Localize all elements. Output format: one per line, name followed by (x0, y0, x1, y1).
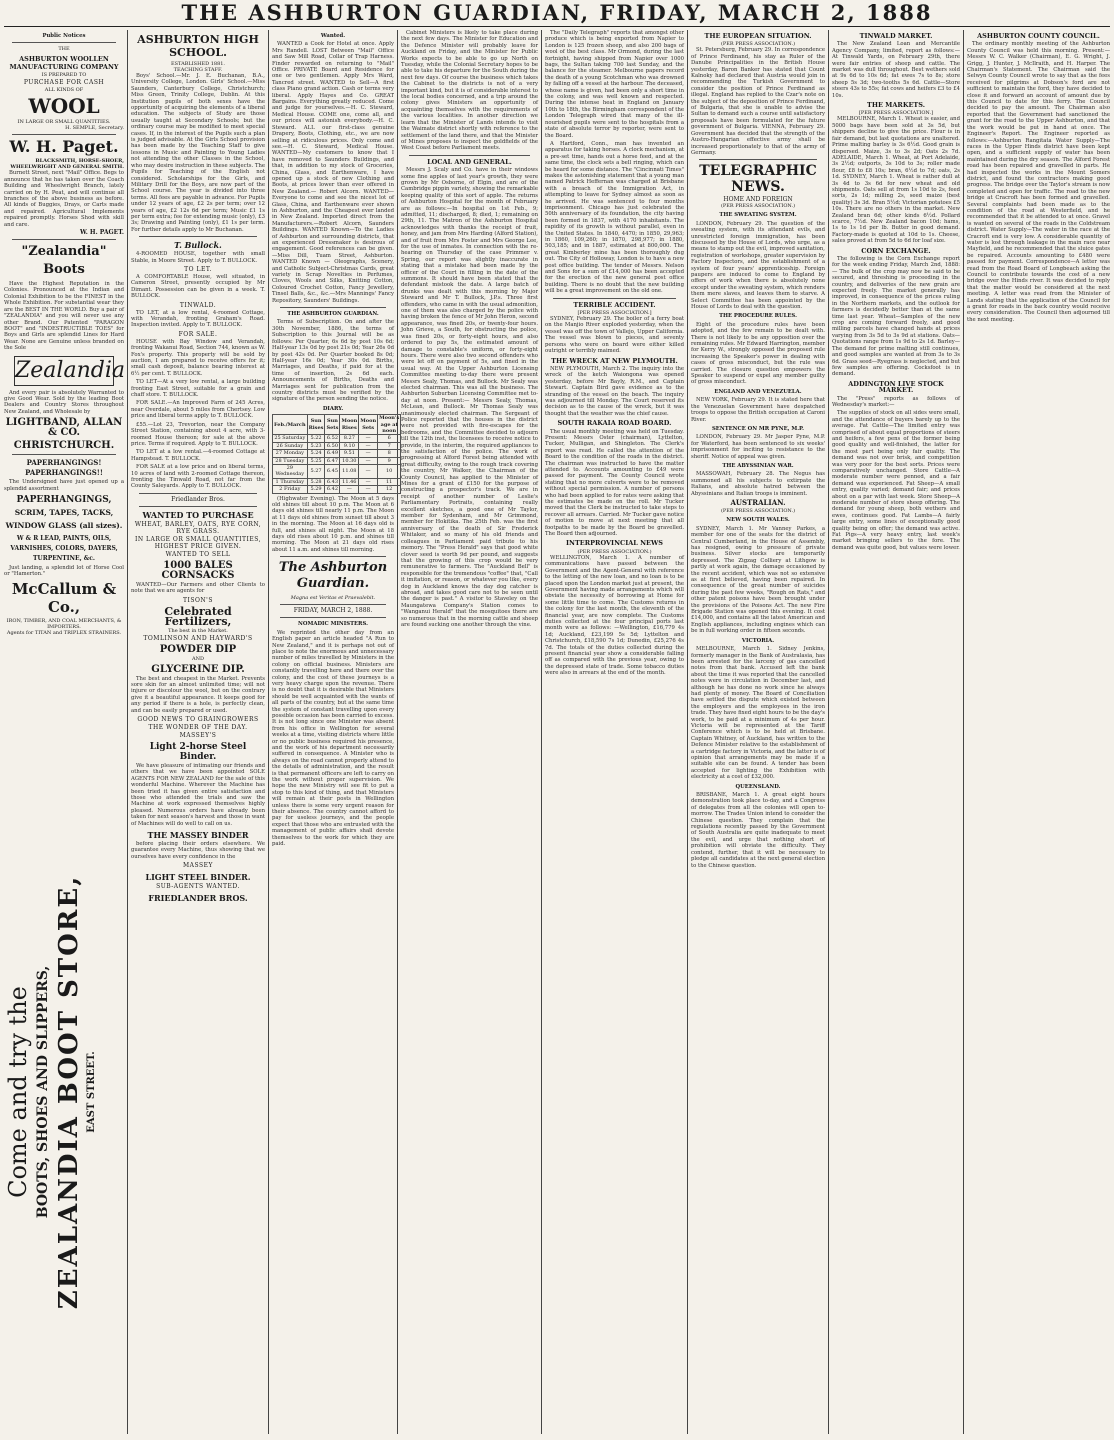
column-local-general (401, 30, 538, 1434)
ad-body: And every pair is absolutely Warranted to give Good Wear. Sold by the leading Boot Dealers and Country Stores throughout New Zealand, and Wholesale by (4, 389, 124, 415)
article-heading: QUEENSLAND. (735, 783, 781, 790)
article-body: A Hartford, Conn., man has invented an apparatus for taking horses. A clock mechanism, at a pre-set time, hands out a horse feed, and at the same time, the clock sets a bell ringing, which can be heard for some distance. The "Cincinnati Times" makes the astonishing statement that a young man named Patrick Heffernan was charged at Brisbane with a breach of the Immigration Act, in attempting to leave for Sydney almost as soon as he arrived. He was sentenced to four months imprisonment. Chicago has just celebrated the 50th anniversary of its foundation, the city having been formed in 1837, with 4170 inhabitants. The rapidity of its growth is without parallel, even in the United States. In 1840, 4470; in 1850, 29,963; in 1860, 109,260; in 1870, 298,977; in 1880, 503,185; and in 1887, estimated at 800,000. The great Kimberley mine has been thoroughly dug out. The City of Holloway, London is to have a new post office building. The tender of Messrs. Nelson and Sons for a sum of £14,000 has been accepted for the erection of the new general post office building. There is no doubt that the new building will be a great improvement on the old one. (545, 140, 684, 295)
divider (139, 493, 257, 494)
article-body: NEW PLYMOUTH, March 2. The inquiry into the wreck of the ketch Waiongona was opened yesterday, before Mr Bayly, R.M., and Captain Stewart. Captain Bird gave evidence as to the stranding of the vessel on the beach. The inquiry was adjourned till Monday. The Court reserved its decision as to the cause of the wreck, but it was thought that the weather was the chief cause. (545, 365, 684, 417)
ad-body: Terms of Subscription. On and after the 30th November, 1886, the terms of Subscription to this Journal will be as follows: Per Quarter, 6s 6d by post 10s 6d; Half-year 13s 0d by post 21s 0d; Year 26s 0d by post 42s 0d. Per Quarter booked 8s 0d; Half-year 16s 0d; Year 30s 0d. Births, Marriages, and Deaths, if paid for at the time of insertion, 2s 6d each. Announcements of Births, Deaths and Marriages sent for publication from the country districts must be verified by the signature of the person sending the notice. (272, 319, 394, 403)
divider (280, 307, 386, 308)
ad-text: TEACHING STAFF. (173, 67, 223, 73)
diary-body (273, 435, 401, 493)
ad-text: PURCHASE FOR CASH (23, 79, 105, 87)
ad-heading: POWDER DIP (159, 643, 237, 655)
divider (12, 239, 116, 240)
ad-heading: FRIEDLANDER BROS. (148, 893, 248, 904)
telegraphic-heading: TELEGRAPHIC NEWS. (699, 163, 817, 196)
diary-cell: 9.51 (340, 450, 359, 457)
diary-row (273, 465, 401, 479)
article-heading: AUSTRALIAN. (730, 497, 786, 507)
article-subheading: [PER PRESS ASSOCIATION.] (577, 310, 652, 317)
article-subheading: (PER PRESS ASSOCIATION.) (720, 41, 796, 48)
ad-text: Agents for TITAN and TRIPLEX STRAINERS. (6, 629, 122, 636)
article-body: BRISBANE, March 1. A great eight hours demonstration took place to-day, and a Congress of delegates from all the colonies will open to-morrow. The Trades Union intend to consider the Chinese question. They complain that the regulations recently passed by the Government of South Australia are quite inadequate to meet the evil, and urge that nothing short of prohibition will obviate the difficulty. They contend, further, that it will be necessary to pledge all candidates at the next general election to the Chinese question. (691, 792, 825, 869)
diary-cell: 5.27 (307, 465, 325, 479)
article-body: SYDNEY, February 29. The boiler of a ferry boat on the Manjio River exploded yesterday, when the vessel was off the town of Vallejo, Upper California. The vessel was blown to pieces, and seventy persons who were on board were either killed outright or terribly maimed. (545, 316, 684, 355)
article-heading: THE SWEATING SYSTEM. (719, 212, 797, 219)
diary-cell: 11 (378, 478, 401, 485)
ad-body: Boys' School.—Mr. J. E. Buchanan, B.A., University College, London. Girls' School.—Miss Saunders, Canterbury College, Christchurch; Miss Green, Trinity College, Dublin. At this Institution pupils of both sexes have the opportunity of acquiring the elements of a liberal education. The subjects of Study are those usually taught at Secondary Schools; but the ordinary course may be modified to meet special cases. If, in the interest of the Pupils such a plan is judged advisable. At the Girls School provision has been made by the Teaching Staff to give lessons in Music and Painting to Young Ladies not attending the other Classes in the School, who may desire instruction in these subjects. The Pupils for Teaching of the English not considered. Scholarships for the Girls, and Military Drill for the Boys, are now part of the School course. The year is divided into three terms. All fees are payable in advance. For Pupils under 12 years of age, £2 2s per term; over 12 years of age, £2 12s 6d per term; Music £1 1s per term extra; fee for extending music (only), £3 3s; Drawing and Painting (only), £1 1s per term. For further details apply to Mr Buchanan. (131, 73, 265, 233)
diary-cell: — (359, 442, 378, 449)
section-heading: Wanted. (320, 33, 346, 39)
diary-cell: — (340, 486, 359, 493)
diary-cell: 6.52 (326, 435, 339, 442)
column-rule (828, 30, 829, 1434)
article-subheading: [PER PRESS ASSOCIATION.] (858, 110, 934, 117)
diary-cell: 6.47 (326, 457, 339, 464)
mccallum-heading: McCallum & Co., (11, 579, 117, 616)
diary-cell: 10 (378, 465, 401, 479)
ad-text: WHEAT, BARLEY, OATS, RYE CORN, RYE GRASS. (134, 520, 262, 535)
ad-body: £55.—Lot 23, Trevorton, near the Company Street Station, containing about 4 acre, with 3-roomed House thereon; for sale at the above price. Terms if required. Apply to T. BULLOCK. (131, 421, 265, 447)
article-heading: TERRIBLE ACCIDENT. (573, 300, 656, 309)
article-heading: ASHBURTON COUNTY COUNCIL. (977, 32, 1100, 40)
divider (280, 556, 386, 557)
article-heading: THE EUROPEAN SITUATION. (704, 32, 812, 40)
article-body: The "Daily Telegraph" reports that amongst other produce which is being exported from Napier to London is 125 frozen sheep, and also 200 bags of wool of the best class. Mr Ormond, during the last fortnight, having shipped from Napier over 1000 bags, the Sultan taking 700 last Sunday, and the balance for the steamer. Melbourne papers record the death of a young Scotchman who was drowned by falling off a vessel at the harbour. The deceased, whose name is given, had been only a short time in the colony, and was well known and respected. During the intense heat in England on January 10th to 18th, the Birmingham correspondent of the London Telegraph wired that many of the ill-nourished pupils were sent to the hospitals from a state of absolute terror by reporter, were sent to the Board. (545, 30, 684, 139)
article-body: We reprinted the other day from an English paper an article headed "A Run to New Zealand," and it is perhaps not out of place to note the enormous and unnecessary number of miles travelled by Ministers in the colony on official business. Ministers are constantly travelling here and there over the colony, and the cost of these journeys is a very heavy charge upon the revenue. There is no doubt that it is desirable that Ministers should be well acquainted with the wants of all parts of the country, but at the same time the system of constant travelling upon every possible occasion has been carried to excess. It is not long since one Minister was absent from his office in Wellington for several weeks at a time, visiting districts where little or no public business required his presence, and the work of his department necessarily suffered in consequence. A Minister who is always on the road cannot properly attend to the details of administration, and the result is that permanent officers are left to carry on the work without proper supervision. We hope the new Ministry will see fit to put a stop to this kind of thing, and that Ministers will remain at their posts in Wellington unless there is some very urgent reason for their absence. The country cannot afford to pay for useless journeys, and the people expect that those who are entrusted with the management of public affairs shall devote themselves to the work for which they are paid. (272, 629, 394, 848)
date-line: FRIDAY, MARCH 2, 1888. (293, 607, 373, 615)
diary-cell: — (359, 457, 378, 464)
diary-cell: 5.28 (307, 478, 325, 485)
article-heading: SENTENCE ON MR PYNE, M.P. (711, 425, 805, 432)
column-markets (832, 30, 960, 1434)
article-body: MASSOWAH, February 28. The Negus has summoned all his subjects to extirpate the Italians, and absolute hatred between the Abyssinians and Italian troops is imminent. (691, 471, 825, 497)
diary-cell: 28 Tuesday (273, 457, 308, 464)
vertical-ad-line: Come and try the (4, 986, 32, 1198)
divider (280, 604, 386, 605)
diary-table (272, 414, 401, 493)
ad-body: (Highwater Evening). The Moon at 5 days old shines till about 10 p.m. The Moon at 6 days old shines till nearly 11 p.m. The Moon at 11 days old shines from sunset till about 3 in the morning. The Moon at 16 days old is full, and shines all night. The Moon at 18 days old rises about 10 p.m. and shines till morning. The Moon at 21 days old rises about 11 a.m. and shines till morning. (272, 495, 394, 553)
diary-cell: 9.10 (340, 442, 359, 449)
ad-text: MASSEY'S (179, 732, 217, 739)
article-heading: ADDINGTON LIVE STOCK MARKET. (848, 379, 944, 395)
diary-cell: 11.08 (340, 465, 359, 479)
diary-cell: 5.25 (307, 457, 325, 464)
ad-text: ALL KINDS OF (44, 87, 84, 94)
diary-cell: 27 Monday (273, 450, 308, 457)
article-heading: CORN EXCHANGE. (861, 246, 931, 255)
diary-cell: — (359, 478, 378, 485)
ad-text: AND (192, 655, 204, 662)
diary-row (273, 435, 401, 442)
column-telegraphic (691, 30, 825, 1434)
article-heading: LOCAL AND GENERAL. (427, 157, 512, 166)
ad-heading: THE MASSEY BINDER (147, 830, 249, 841)
article-body: Cabinet Ministers is likely to take place during the next few days. The Minister for Education and the Defence Minister will probably leave for Auckland on Friday, and the Minister for Public Works expects to be able to go up North on Tuesday, while the Colonial Secretary hopes to be able to take his departure for the South during the next few days. Of course the business which takes the Cabinet to the districts is not of a very important kind, but it is of considerable interest to the local bodies concerned, and a trip around the colony gives Ministers an opportunity of acquainting themselves with the requirements of the various localities. In another direction we learn that the Minister of Lands intends to visit the Waimate district shortly with reference to the settlement of the land there, and that the Minister of Mines proposes to inspect the goldfields of the West Coast before Parliament meets. (401, 30, 538, 152)
ad-heading: ASHBURTON WOOLLEN MANUFACTURING COMPANY (9, 55, 119, 72)
diary-header-cell: Sun Sets (325, 415, 340, 435)
column-rule (397, 30, 398, 1434)
ad-text: Friedlander Bros. (171, 495, 225, 503)
vertical-ad-line: BOOTS, SHOES AND SLIPPERS, (35, 965, 51, 1219)
masthead-rule (4, 26, 1110, 27)
column-rule (963, 30, 964, 1434)
article-body: The New Zealand Loan and Mercantile Agency Company, limited, report as follows:—At Tinwald Yards, on February 29th, there were fair entries of sheep and cattle. The market was dull throughout. Best wethers sold at 9s 6d to 10s 6d; fat ewes 7s to 8s; store sheep 5s 3d; two-tooths 5s 6d. Cattle—Store steers 43s to 55s; fat cows and heifers £3 to £4 10s. (832, 41, 960, 99)
diary-cell: 10.30 (340, 457, 359, 464)
diary-cell: 29 Wednesday (273, 465, 308, 479)
article-subheading: (PER PRESS ASSOCIATION.) (720, 508, 796, 515)
ad-text: MASSEY (183, 862, 213, 870)
article-heading: THE MARKETS. (866, 101, 925, 110)
paget-heading: W. H. Paget. (9, 137, 119, 157)
diary-row (273, 442, 401, 449)
column-county-council (967, 30, 1110, 1434)
article-heading: NOMADIC MINISTERS. (298, 621, 368, 628)
ad-body: FOR SALE.—An Improved Farm of 245 Acres, near Overdale, about 5 miles from Chertsey. Low price and liberal terms apply to T. BULLOCK. (131, 400, 265, 420)
article-body: The "Press" reports as follows of Wednesday's market:— (832, 395, 960, 408)
diary-cell: 6.42 (326, 486, 339, 493)
ad-body: The best and cheapest in the Market. Prevents sore skin for an almost unlimited time; will not injure or discolour the wool, but on the contrary give it a beautiful appearance. It keeps good for any period if there is a hole, is perfectly clean, and can be easily prepared or used. (131, 675, 265, 714)
ad-heading: Light 2-horse Steel Binder. (149, 742, 247, 762)
ad-heading: LIGHT STEEL BINDER. (145, 872, 251, 883)
article-body: Eight of the procedure rules have been adopted, and the few remain to be dealt with. There is not likely to be any opposition over the remaining rules. Mr Edward Harrington, member for Kerry W., strongly opposed the proposed rule increasing the Speaker's power in dealing with cases of gross misconduct, but the rule was carried. The closure question empowers the Speaker to suspend or expel any member guilty of gross misconduct. (691, 321, 825, 386)
diary-cell: 6.50 (326, 442, 339, 449)
divider (139, 506, 257, 507)
article-heading: THE ABYSSINIAN WAR. (722, 462, 794, 469)
diary-header-cell: Sun Rises (307, 415, 325, 435)
ad-signature: W. H. PAGET. (79, 229, 124, 237)
section-heading: Public Notices (42, 33, 86, 39)
divider (280, 617, 386, 618)
diary-row (273, 486, 401, 493)
article-heading: TINWALD MARKET. (859, 32, 933, 40)
ad-heading: Celebrated Fertilizers, (164, 604, 232, 628)
article-heading: ENGLAND AND VENEZUELA. (714, 388, 802, 395)
ad-text: THE WONDER OF THE DAY. (148, 724, 248, 731)
ad-heading: ASHBURTON HIGH SCHOOL. (137, 33, 259, 59)
diary-row (273, 478, 401, 485)
diary-cell: — (359, 435, 378, 442)
diary-header-cell: Moon's age at noon (379, 415, 400, 434)
article-body: MELBOURNE, March 1. Wheat is easier, and 5000 bags have been sold at 3s 5d, but shippers decline to give the price. Flour is in fair demand, but last quotations are unaltered. Prime malting barley is 3s 6½d. Good grain is dispersed. Maize, 3s to 3s 2d; Oats 2s 7d. ADELAIDE, March 1. Wheat, at Port Adelaide, 3s 2½d; outports, 3s 10d to 3s; roller made flour, £8 to £8 10s; bran, 6½d to 7d; oats, 2s 1d. SYDNEY, March 1. Wheat is rather dull at 3s 4d to 3s 6d for new wheat and old shipments. Oats sell at from 1s 10d to 2s, feed sorts, 2s 1d; milling 2s, seed maize (best quality) 3s 3d. Bran 5½d; Victorian potatoes £5 10s. There are no others in the market. New Zealand bran 6d; other kinds 6½d. Pollard scarce, 7½d. New Zealand bacon 10d; hams, 1s to 1s 1d per lb. Butter in good demand. Factory-made is quoted at 10d to 1s. Cheese, sales proved at from 5d to 6d for loaf size. (832, 116, 960, 245)
diary-cell: 8 (378, 450, 401, 457)
article-body: LONDON, February 29. Mr Jasper Pyne, M.P. for Waterford, has been sentenced to six weeks' imprisonment for inciting to resistance to the sheriff. Notice of appeal was given. (691, 434, 825, 460)
diary-header-cell: Moon Rises (340, 415, 359, 435)
ad-heading: WINDOW GLASS (all sizes). (5, 520, 123, 530)
ad-text: IS PREPARED TO (41, 72, 87, 79)
article-body: The supplies of stock on all sides were small, and the attendance of buyers barely up to the average. Fat Cattle—The limited entry was comprised of about equal proportions of steers and heifers, a few pens of the former being good quality and well-finished, the latter for the most part being only fair quality. The demand was not over brisk, and competition was very poor for the best sorts. Prices were comparatively unchanged. Store Cattle—A moderate number were penned, and a fair demand was experienced. Fat Sheep—A small entry, quality varied; demand fair; and prices about on a par with last week. Store Sheep—A moderate number of store sheep offering. The demand for young sheep, both wethers and ewes, continues good. Fat Lambs—A fairly large entry, some lines of exceptionally good quality being on offer; the demand was active. Fat Pigs—A very heavy entry, last week's market bringing sellers to the fore. The demand was quite good, but values were lower. (832, 410, 960, 551)
ad-text: TISON'S (183, 596, 213, 604)
ad-heading: W & R LEAD, PAINTS, OILS, VARNISHES, COLORS, DAYERS, TURPENTINE, &c. (10, 534, 118, 562)
ad-text: BLACKSMITH, HORSE-SHOER, WHEELWRIGHT AND GENERAL SMITH. (10, 158, 124, 171)
ad-heading: T. Bullock. (174, 240, 222, 251)
article-body: St. Petersburg, February 29. In correspondence of Prince Ferdinand, his stay as Ruler of the Danube Principalities in the British House yesterday, Baron Banker has stated that Count Kalnoky had declared that Austria would join in recommending the Turkish Government to consider the position of Prince Ferdinand as illegal. England has replied to the Czar's note on the subject of the deposition of Prince Ferdinand, of Bulgaria, that she is unable to advise the Sultan to demand such a course until satisfactory proposals have been formulated for the future government of Bulgaria. VIENNA, February 29. Government has decided that the strength of the Austro-Hungarian effective army shall be increased proportionately to that of the army of Germany. (691, 47, 825, 156)
ad-text: TINWALD. (179, 301, 217, 309)
article-body: Messrs J. Scaly and Co. have in their windows some fine apples of last year's growth, they were grown by Mr Osborne, of Elgin, and are of the Cambridge pippin variety, showing the remarkable keeping quality of this sort of apple. The returns of Ashburton Hospital for the month of February are as follows:—In hospital on 1st Feb., 9; admitted, 11; discharged, 8; died, 1; remaining on 29th, 11. The Matron of the Ashburton Hospital acknowledges with thanks the receipt of fruit, honey, and jam from Mrs Harding (Alford Station), and of fruit from Mrs Foster and Mrs George Lee, for the use of inmates. In connection with the re-hearing on Thursday of the case Primmer v. Spring, our report was slightly inaccurate in stating that a mistake had been made by the officer of the Court in filling in the date of the summons. It should have been stated that the defendant mistook the date. A large batch of drunks was dealt with this morning by Major Steward and Mr T. Bullock, J.P.s. Three first offenders, who came in with the usual admonition, one of them was also charged by the police with having broken the fence of Mr John Heron, second appearance, was fined 20s, or twenty-four hours. John Grieve, a South, for obstructing the police, was fined 20s, or forty-eight hours, and also ordered to pay 5s, the estimated amount of damage to constable's uniform, or forty-eight hours. There were also two second offenders who were let off on payment of 5s, and fined in the usual way. At the Upper Ashburton Licensing Committee meeting to-day there were present Messrs Sealy, Thomas, and Bullock. Mr Sealy was elected chairman. This was all the business. The Ashburton Suburban Licensing Committee met to-day at noon. Present:— Messrs Sealy, Thomas, McLean, and Bullock. Mr Thomas Sealy was unanimously elected chairman. The Sergeant of Police reported that the houses in the district were not provided with fire-escapes for the bedrooms, and the Committee decided to adjourn till the 12th inst, the licensees to receive notice to provide, in the interim, the required appliances to the satisfaction of the police. The work of progressing at Alford Forest being attended with great difficulty, owing to the rough track covering the country, Mr Walker, the Chairman of the County Council, has applied to the Minister of Mines for a grant of £150 for the purpose of constructing a prospector's track. We are in receipt of another number of Leslie's Parliamentary Portraits, containing really excellent sketches, a good one of Mr Taylor, member for Sydenham, and Mr Grimmond, member for Hokitika. The 25th Feb. was the first anniversary of the death of Sir Frederick Whitaker, and so many of his old friends and colleagues in Parliament paid tribute to his memory. The "Press Herald" says that good white clover seed is worth 9d per pound, and suggests that the growing of this crop would be very remunerative to farmers. The "Auckland Bell" is responsible for the tremendous "coffee" that, "Call it imitation, or reason, or whatever you like, every dog in Auckland knows the day dog catcher is abroad, and takes good care not to be seen until the danger is past." A visitor to Staveley on the Maungatewa Company's Station comes to "Wanganui Herald" that the mosquitoes there are so numerous that in the morning cattle and sheep are found sucking one another through the vine. (401, 167, 538, 628)
ad-heading: 1000 BALES CORNSACKS (161, 559, 235, 581)
ad-body: A COMFORTABLE House, well situated, in Cameron Street, presently occupied by Mr Dimant. Possession can be given in a week. T. BULLOCK. (131, 273, 265, 300)
ad-body: WANTED—Our Farmers and other Clients to note that we are agents for (131, 581, 265, 595)
article-body: The ordinary monthly meeting of the Ashburton County Council was held this morning. Present:—Messrs W. C. Walker (Chairman), E. G. Wright, J. Grigg, J. Hunter, J. McIlraith, and H. Harper. The Chairman's Statement. The Chairman said the Selwyn County Council wrote to say that as the fees received for pilgrims at Dobson's ford are not sufficient to maintain the ford, they have decided to close it and forward an account of amount due by this Council to date for this ferry. The Council decided to pay the amount. The Chairman also reported that the Government had sanctioned the grant for the road to the Upper Ashburton, and that the work would be put in hand at once. The Engineer's Report. The Engineer reported as follows:—Ashburton Rangitata Water Supply—The races in the Upper Hinds district have been kept open, and a sufficient supply of water has been maintained during the dry season. The Alford Forest road has been repaired and gravelled in parts. He had inspected the works in the Mount Somers district, and found the contractors making good progress. The bridge over the Taylor's stream is now completed and open for traffic. The road to the new bridge at Cracroft has been formed and gravelled. Several complaints had been made as to the condition of the road at Westerfield, and he recommended that it be attended to at once. Gravel is wanted on several of the roads in the Coldstream district. Water Supply—The water in the race at the Cracroft end is very low. A considerable quantity of water is lost through leakage in the main race near Mayfield, and he recommended that the sluice gates be repaired. Accounts amounting to £480 were passed for payment. Correspondence—A letter was read from the Road Board of Longbeach asking the Council to contribute towards the cost of a new bridge over the Hinds river. It was decided to reply that the matter would be considered at the next meeting. A letter was read from the Minister of Lands stating that the application of the Council for a grant for roads in the back country would receive every consideration. The Council then adjourned till the next meeting. (967, 41, 1110, 323)
zealandia-brand-logo: Zealandia (14, 356, 114, 386)
divider (12, 42, 116, 43)
column-news (545, 30, 684, 1434)
diary-cell: 5.23 (307, 442, 325, 449)
diary-cell: 1 Thursday (273, 478, 308, 485)
divider (12, 134, 116, 135)
article-body: MELBOURNE, March 1. Sidney Jenkins, formerly manager in the Bank of Australasia, has been arrested for the larceny of gas cancelled notes from that bank. Accused left the bank about the time it was reported that the cancelled notes were in circulation in December last, and although he has done no work since he always had plenty of money. The Board of Conciliation have settled the dispute which existed between the employers and the employees in the iron trade. They have fixed eight hours to be the day's work, to be paid at a minimum of 4s per hour. Victoria will be represented at the Tariff Conference which is to be held at Brisbane. Captain Whitney, of Auckland, has written to the Defence Minister relative to the establishment of a cartridge factory in Victoria, and the latter is of opinion that arrangements may be made if a suitable site can be found. A tender has been accepted for lighting the Exhibition with electricity at a cost of £32,000. (691, 646, 825, 781)
vertical-boot-store-ad (3, 752, 123, 1432)
diary-header-cell: Moon Sets (359, 415, 378, 435)
ad-body: 4-ROOMED HOUSE, together with small Stable, in Moore Street. Apply to T. BULLOCK. (131, 251, 265, 264)
article-body: NEW YORK, February 29. It is stated here that the Venezuelan Government have despatched troops to oppose the British occupation at Caroni River. (691, 397, 825, 423)
vertical-ad-line: ZEALANDIA BOOT STORE, (54, 874, 84, 1310)
ad-text: SUB-AGENTS WANTED. (156, 883, 240, 891)
ad-body: TO LET at a low rental.—4-roomed Cottage at Hampstead. T. BULLOCK. (131, 449, 265, 462)
diary-cell: 12 (378, 486, 401, 493)
ad-text: IRON, TIMBER, AND COAL MERCHANTS, & IMPORTERS. (6, 617, 122, 630)
diary-cell: — (359, 450, 378, 457)
ad-body: before placing their orders elsewhere. We guarantee every Machine, thus showing that we ourselves have every confidence in the (131, 841, 265, 860)
motto: Magna est Veritas et Praevalebit. (290, 595, 376, 602)
article-body: WELLINGTON, March 1. A number of communications have passed between the Government and the Agent-General with reference to the letting of the new loan, and no loan is to be placed upon the London market just at present, the Government having made arrangements which will obviate the necessity of borrowing at Home for some little time to come. The Customs returns in the colony for the last month, the eleventh of the financial year, are now complete. The Customs duties collected at the four principal ports last month were as follows: —Wellington, £16,779 4s 1d; Auckland, £23,199 5s 5d; Lyttelton and Christchurch, £18,590 7s 1d; Dunedin, £25,276 4s 7d. The totals of the duties collected during the present financial year show a considerable falling off as compared with the previous year, owing to the depressed state of trade. Some tobacco duties were also in arrears at the end of the month. (545, 554, 684, 677)
diary-cell: 25 Saturday (274, 435, 306, 442)
section-heading: DIARY. (322, 405, 344, 412)
vertical-ad-line: EAST STREET. (86, 1051, 97, 1133)
article-subheading: (PER PRESS ASSOCIATION.) (720, 203, 796, 210)
masthead (0, 0, 1114, 26)
article-heading: INTERPROVINCIAL NEWS (565, 539, 664, 548)
diary-cell: — (359, 486, 378, 493)
ad-body: Have the Highest Reputation in the Colonies. Pronounced at the Indian and Colonial Exhibition to be the FINEST in the Whole Exhibition. For substantial wear they are the BEST IN THE WORLD. Buy a pair of "ZEALANDIA" and you will never use any other Brand. Our Patented "PARAGON BOOT" and "INDESTRUCTIBLE TOES" for Boys and Girls are splendid Lines for Hard Wear. None are Genuine unless branded on the Sole (4, 281, 124, 352)
diary-cell: 6 (378, 435, 401, 442)
column-wanted-diary (272, 30, 400, 1434)
ad-heading: PAPERHANGINGS! PAPERHANGINGS!! (25, 458, 103, 478)
ad-body: FOR SALE at a low price and on liberal terms, 10 acres of land with 2-roomed Cottage thereon, fronting the Tinwald Road, not far from the County Saleyards. Apply to T. BULLOCK. (131, 464, 265, 490)
article-body: LONDON, February 29. The question of the sweating system, with its attendant evils, and unrestricted foreign immigration, has been discussed by the House of Lords, who urge, as a means to stamp out the evil, improved sanitation, registration of workshops, greater supervision by Factory Inspectors, and the establishment of a system of four years' apprenticeship. Foreign paupers are induced to come to England by offers of work when there is absolutely none except under the sweating system, which renders them mere slaves, and leaves them to starve. A Select Committee has been appointed by the House of Lords to deal with the question. (691, 220, 825, 310)
ad-heading: PAPERHANGINGS, (16, 494, 112, 505)
diary-header-cell: Feb./March (273, 415, 308, 435)
divider (12, 454, 116, 455)
ad-body: Burnett Street, next "Mail" Office. Begs to announce that he has taken over the Coach Building and Wheelwright Branch, lately carried on by H. Peat, and will continue all branches of the above business as before. All kinds of Buggies, Drays, or Carts made and repaired. Agricultural Implements repaired promptly. Horses Shod with skill and care. (4, 170, 124, 228)
column-rule (127, 30, 128, 1434)
ad-text: TO LET. (184, 265, 212, 273)
article-heading: THE WRECK AT NEW PLYMOUTH. (551, 356, 678, 365)
article-heading: NEW SOUTH WALES. (726, 517, 790, 524)
ad-heading: SCRIM, TAPES, TACKS, (14, 507, 114, 517)
column-rule (268, 30, 269, 1434)
ad-heading: GLYCERINE DIP. (151, 663, 245, 675)
ad-text: IN LARGE OR SMALL QUANTITIES, HIGHEST PRICE GIVEN. (134, 535, 262, 550)
ad-heading: WANTED TO PURCHASE (142, 509, 254, 520)
diary-cell: 11.46 (340, 478, 359, 485)
diary-cell: 6.49 (326, 450, 339, 457)
ad-text: TOMLINSON AND HAYWARD'S (143, 634, 253, 642)
column-bullock-friedlander (131, 30, 265, 1434)
ad-text: ESTABLISHED 1881. (170, 61, 226, 67)
diary-cell: 7 (378, 442, 401, 449)
ad-body: We have pleasure of intimating our friends and others that we have been appointed SOLE AGENTS FOR NEW ZEALAND for the sale of this wonderful Machine. Wherever the Machine has been tried it has given entire satisfaction and those who attended the trials and saw the Machine at work expressed themselves highly pleased. Numerous orders have already been taken for next season's harvest and those in want of Machines will do well to call on us. (131, 763, 265, 827)
ad-body: TO LET, at a low rental, 4-roomed Cottage, with Verandah, fronting Graham's Road. Inspection invited. Apply to T. BULLOCK. (131, 309, 265, 329)
article-subheading: HOME AND FOREIGN (723, 196, 793, 204)
newspaper-title: THE ASHBURTON GUARDIAN, FRIDAY, MARCH 2, 1888 (181, 0, 933, 25)
diary-cell: — (359, 465, 378, 479)
diary-cell: 5.24 (307, 450, 325, 457)
divider (139, 236, 257, 237)
diary-cell: 9 (378, 457, 401, 464)
ad-body: WANTED a Cook for Hotel at once. Apply Mrs Randell. LOST Between "Mail" Office and Saw Mill Road, Collar of Trap Harness. Finder rewarded on returning to "Mail" Office. PRIVATE Board and Residence for one or two gentlemen. Apply Mrs Ward, Tancred street. WANTED to Sell—A first class Piano grand action. Cash or terms very liberal. Apply Hayes and Co. GREAT Bargains. Everything greatly reduced. Come and judge for yourselves.—H. C. Steward, Medical House. COME one, come all, and our prices will astonish everybody.—H. C. Steward. ALL our first-class genuine Drapery, Boots, Clothing, etc., we are now selling at ridiculous prices. Only come and see.—H. C. Steward, Medical House. WANTED—My customers to know that I have removed to Saunders Buildings, and that, in addition to my stock of Groceries, China, Glass, and Earthenware, I have opened up a stock of new Clothing and Boots, at prices lower than ever offered in New Zealand.— Robert Alcorn. WANTED—Everyone to come and see the nicest lot of Glass, China, and Earthenware ever shown in Ashburton, and the Cheapest ever landed in New Zealand. Imported direct from the Manufacturers.—Robert Alcorn, Saunders Buildings. WANTED Known—To the Ladies of Ashburton and surrounding districts, that an experienced Dressmaker is desirous of engagement. Good references can be given.—Miss Dill, Tuam Street, Ashburton. WANTED Known — Oleographs, Scenery, and Catholic Subject-Christmas Cards, great variety in Scrap Novelties in Perfumes, Cloves, Wools and Silks, Knitting Cotton, Coloured Crochet Cotton, Fancy Jewellery, Tinsel Balls, &c., &c.—Mrs Mannings' Fancy Repository, Saunders' Buildings. (272, 41, 394, 304)
article-subheading: (PER PRESS ASSOCIATION.) (577, 548, 652, 555)
divider (409, 155, 530, 156)
editorial-masthead: The Ashburton Guardian. (278, 560, 388, 592)
ad-body: Just landing, a splendid lot of Horse Cool or "Hamerton." (4, 564, 124, 578)
ad-heading: CHRISTCHURCH. (13, 440, 115, 452)
ad-signature: H. SEMPLE, Secretary. (65, 125, 124, 132)
diary-row (273, 457, 401, 464)
article-heading: VICTORIA. (741, 637, 775, 644)
section-heading: THE ASHBURTON GUARDIAN. (287, 311, 379, 318)
column-rule (687, 30, 688, 1434)
diary-cell: 2 Friday (273, 486, 308, 493)
ad-heading: LIGHTBAND, ALLAN & CO. (5, 417, 123, 439)
diary-cell: 5.22 (307, 435, 325, 442)
article-body: SYDNEY, March 1. Mr Vanney Parkes, a member for one of the seats for the district of Central Cumberland, in the House of Assembly, has resigned, owing to pressure of private business. Silver stocks are temporarily depressed. The Zigzag Colliery at Lithgow is partly at work again, the damage occasioned by the recent accident, which was not so extensive as at first believed, having been repaired. In consequence of the great number of suicides during the past few weeks, "Rough on Rats," and other patent poisons have been brought under the provisions of the Poisons Act. The new Fire Brigade Station was opened this evening. It cost £14,000, and contains all the latest American and English appliances, including engines which can be in full working order in fifteen seconds. (691, 525, 825, 635)
divider (699, 159, 817, 160)
ad-text: THE (58, 46, 70, 53)
ad-text: FOR SALE. (178, 330, 218, 338)
diary-cell: 8.27 (340, 435, 359, 442)
diary-cell: 6.45 (325, 465, 340, 479)
ad-body: HOUSE with Bay Window and Verandah, fronting Wakanui Road, Section 744, known as W. Fox's property. This property will be sold by auction, I am prepared to receive offers for it; small cash deposit, balance bearing interest at 6½ per cent. T. BULLOCK. (131, 338, 265, 377)
column-rule (541, 30, 542, 1434)
zealandia-boots-heading: "Zealandia" Boots (21, 244, 107, 278)
article-heading: THE PROCEDURE RULES. (719, 313, 797, 320)
divider (553, 298, 676, 299)
diary-header-row (273, 415, 401, 435)
article-heading: SOUTH RAKAIA ROAD BOARD. (557, 419, 672, 428)
article-body: The usual monthly meeting was held on Tuesday. Present: Messrs Oster (chairman), Lyttelton, Tucker, Mulligan, and Shingleton. The Clerk's report was read. He called the attention of the Board to the condition of the roads in the district. The chairman was instructed to have the matter attended to. Accounts amounting to £49 were passed for payment. The County Council wrote stating that no more culverts were to be removed without special permission. A number of persons who had been applied to for rates were asking that the estimates be made on the roll. Mr Tucker moved that the Clerk be instructed to take steps to recover all arrears. Carried. Mr Tucker gave notice of motion to move at next meeting that all footpaths to be made by the Board be gravelled. The Board then adjourned. (545, 428, 684, 538)
ad-text: GOOD NEWS TO GRAINGROWERS (137, 716, 259, 723)
ad-body: TO LET—At a very low rental, a large building fronting East Street, suitable for a grain and chaff store. T. BULLOCK. (131, 379, 265, 399)
diary-cell: 26 Sunday (273, 442, 308, 449)
diary-cell: 6.43 (326, 478, 339, 485)
diary-cell: 5.29 (307, 486, 325, 493)
article-body: The following is the Corn Exchange report for the week ending Friday, March 2nd, 1888:— The bulk of the crop may now be said to be secured, and threshing is proceeding in the country, and deliveries of the new grain are expected freely. The market generally has improved, in consequence of the prices ruling in the Northern markets, and the outlook for farmers is decidedly better than at the same time last year. Wheat—Samples of the new crop are coming forward freely, and good milling parcels have changed hands at prices varying from 3s 5d to 3s 9d at stations. Oats—Quotations range from 1s 9d to 2s 1d. Barley—The demand for prime malting still continues, and good samples are wanted at from 3s to 3s 6d. Grass seed—Ryegrass is neglected, and but few samples are offering. Cocksfoot is in demand. (832, 256, 960, 378)
diary-row (273, 450, 401, 457)
wool-heading: WOOL (28, 94, 100, 119)
ad-text: The best in the Market. (168, 627, 228, 634)
ad-text: IN LARGE OR SMALL QUANTITIES. (17, 119, 111, 126)
ad-body: The Undersigned have just opened up a splendid assortment (4, 479, 124, 492)
ad-text: WANTED TO SELL (165, 550, 231, 558)
